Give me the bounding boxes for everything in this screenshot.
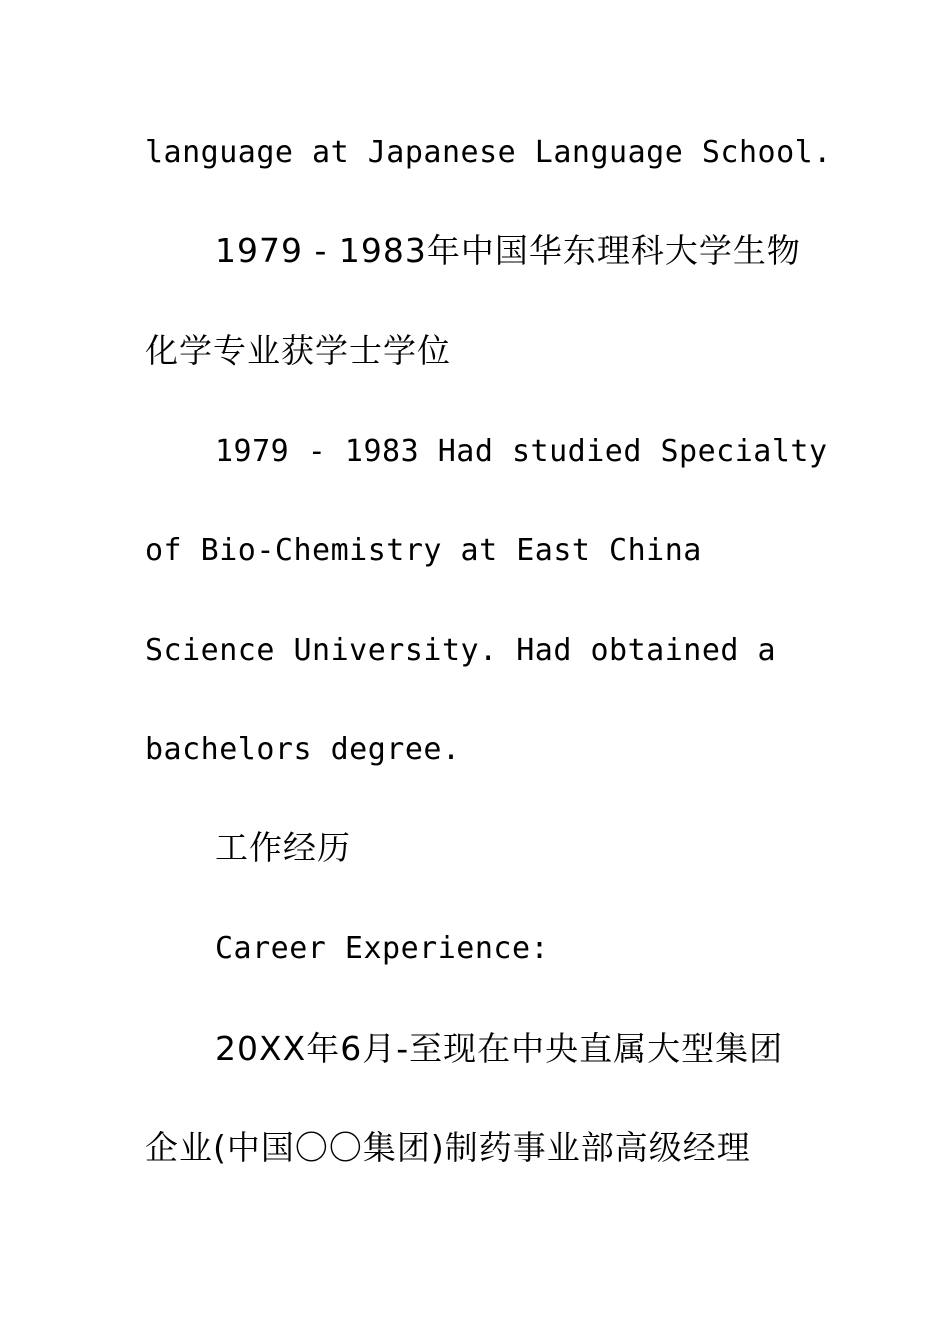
section-heading-work-history: 工作经历: [215, 828, 351, 867]
text-line-education-cn-2: 化学专业获学士学位: [145, 331, 451, 370]
text-line-education-en-2: of Bio-Chemistry at East China: [145, 533, 702, 568]
text-line-education-en-3: Science University. Had obtained a: [145, 633, 777, 668]
text-line-education-en-4: bachelors degree.: [145, 732, 461, 767]
text-line-education-en-1: 1979 - 1983 Had studied Specialty: [215, 434, 828, 469]
text-line-career-cn-1: 20XX年6月-至现在中央直属大型集团: [215, 1029, 784, 1068]
text-line-education-cn-1: 1979 - 1983年中国华东理科大学生物: [215, 231, 801, 270]
section-heading-career-experience: Career Experience:: [215, 931, 550, 966]
text-line-career-cn-2: 企业(中国〇〇集团)制药事业部高级经理: [145, 1128, 751, 1167]
text-line-language-school: language at Japanese Language School.: [145, 135, 832, 170]
